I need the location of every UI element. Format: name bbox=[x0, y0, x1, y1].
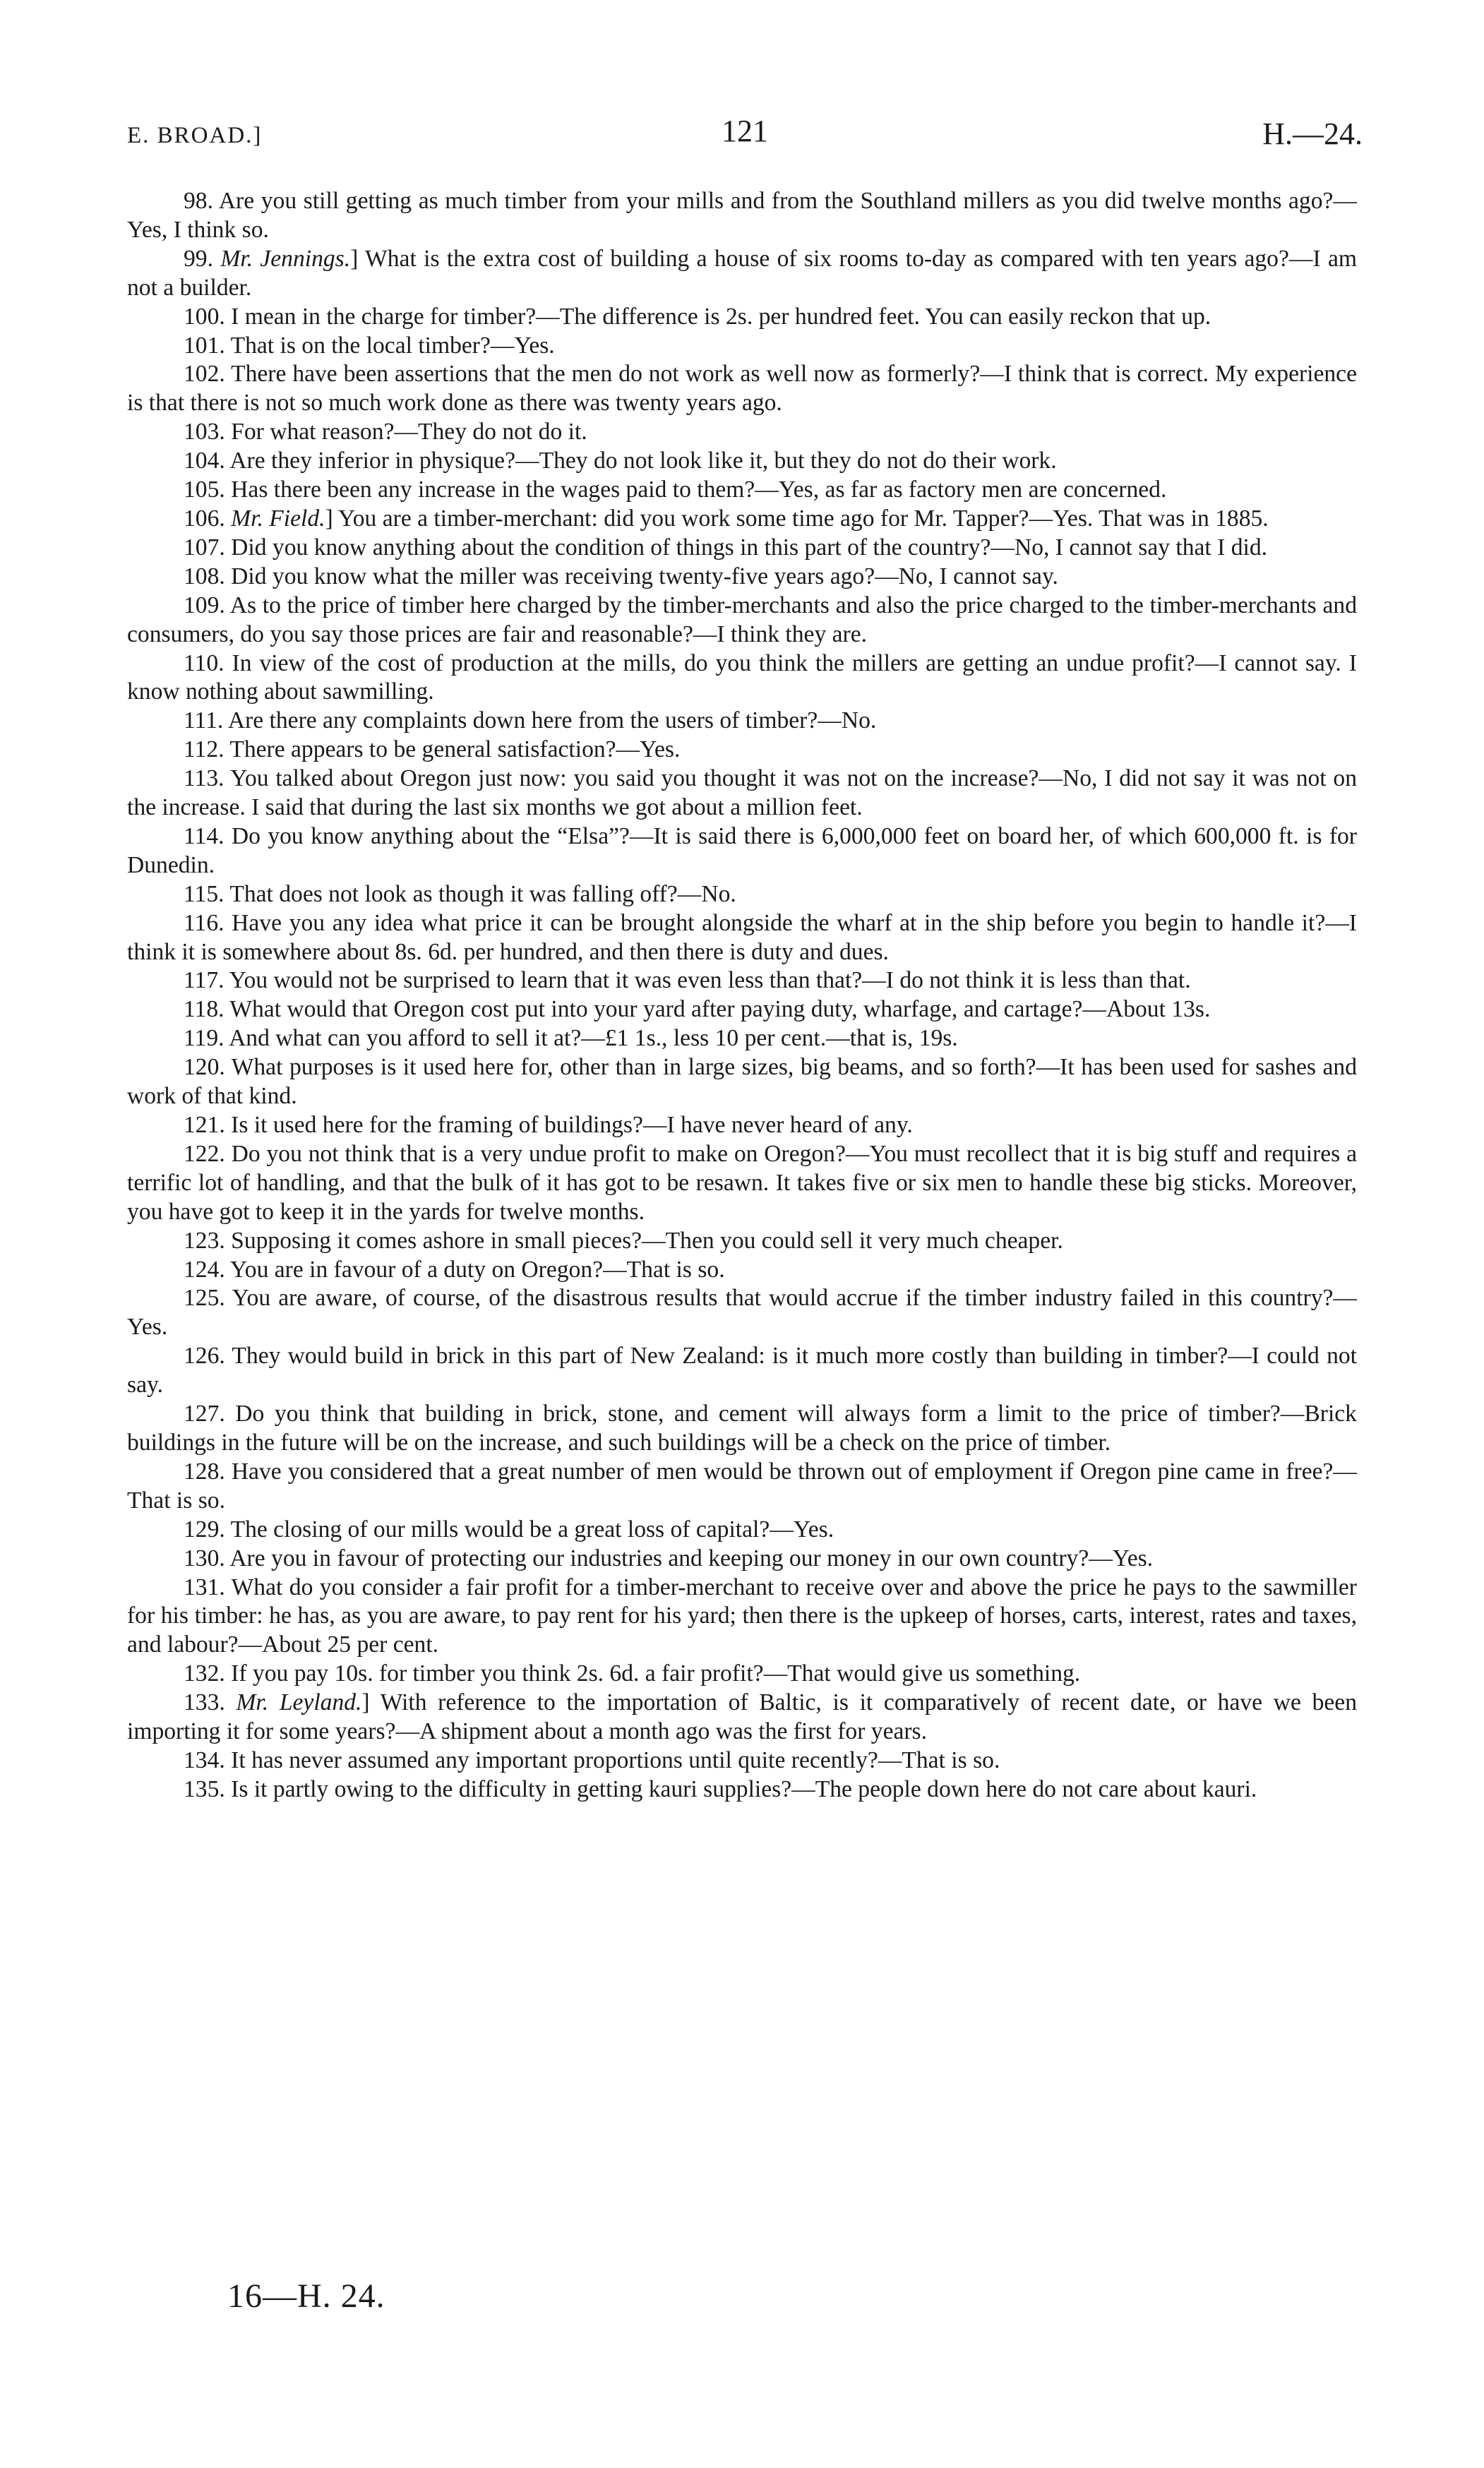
qa-paragraph bbox=[127, 303, 1357, 332]
question-number: 120. bbox=[184, 1054, 225, 1081]
question-number: 102. bbox=[184, 361, 225, 388]
question-number: 125. bbox=[184, 1285, 225, 1312]
question-number: 118. bbox=[184, 996, 225, 1023]
qa-paragraph bbox=[127, 1284, 1357, 1342]
question-answer-text: There have been assertions that the men do not work as well now as formerly?—I think that is correct. My experience is that there is not so much work done as there was twenty years ago. bbox=[127, 361, 1357, 417]
question-number: 108. bbox=[184, 563, 225, 589]
questioner-name: Mr. Jennings. bbox=[220, 245, 351, 272]
question-answer-text: Has there been any increase in the wages paid to them?—Yes, as far as factory men are concerned. bbox=[231, 477, 1167, 503]
qa-paragraph bbox=[127, 360, 1357, 418]
question-number: 128. bbox=[184, 1458, 225, 1485]
qa-paragraph bbox=[127, 1400, 1357, 1458]
question-number: 106. bbox=[184, 505, 225, 532]
question-number: 130. bbox=[184, 1545, 225, 1571]
question-answer-text: In view of the cost of production at the mills, do you think the millers are getting an undue profit?—I cannot say. I know nothing about sawmilling. bbox=[127, 649, 1357, 705]
question-answer-text: You are in favour of a duty on Oregon?—That is so. bbox=[229, 1256, 725, 1283]
qa-paragraph bbox=[127, 505, 1357, 534]
question-number: 117. bbox=[184, 967, 225, 994]
qa-paragraph bbox=[127, 880, 1357, 909]
question-number: 100. bbox=[184, 303, 225, 330]
qa-paragraph bbox=[127, 1227, 1357, 1256]
question-number: 115. bbox=[184, 880, 225, 907]
qa-paragraph bbox=[127, 476, 1357, 505]
question-number: 110. bbox=[184, 649, 225, 676]
page-header bbox=[127, 106, 1363, 162]
qa-paragraph bbox=[127, 563, 1357, 592]
question-number: 103. bbox=[184, 419, 225, 445]
question-number: 107. bbox=[184, 534, 225, 561]
qa-paragraph bbox=[127, 765, 1357, 822]
qa-paragraph bbox=[127, 1516, 1357, 1545]
qa-paragraph bbox=[127, 995, 1357, 1024]
question-number: 121. bbox=[184, 1112, 225, 1138]
question-number: 133. bbox=[184, 1689, 225, 1716]
qa-paragraph bbox=[127, 1256, 1357, 1285]
question-answer-text: Is it partly owing to the difficulty in getting kauri supplies?—The people down here do not care about kauri. bbox=[231, 1775, 1257, 1802]
question-answer-text: They would build in brick in this part of New Zealand: is it much more costly than building in timber?—I could not say. bbox=[127, 1343, 1357, 1398]
qa-paragraph bbox=[127, 592, 1357, 649]
question-answer-text: Did you know what the miller was receiving twenty-five years ago?—No, I cannot say. bbox=[231, 563, 1058, 589]
question-answer-text: For what reason?—They do not do it. bbox=[231, 419, 587, 445]
question-answer-text: You would not be surprised to learn that it was even less than that?—I do not think it is less than that. bbox=[229, 967, 1191, 994]
qa-paragraph bbox=[127, 1053, 1357, 1111]
qa-paragraph bbox=[127, 1689, 1357, 1747]
qa-paragraph bbox=[127, 707, 1357, 736]
question-answer-text: ] You are a timber-merchant: did you work some time ago for Mr. Tapper?—Yes. That was in 1885. bbox=[325, 505, 1269, 532]
question-answer-text: Are there any complaints down here from the users of timber?—No. bbox=[227, 707, 877, 734]
report-reference: H.—24. bbox=[1262, 116, 1363, 151]
question-answer-text: Do you not think that is a very undue profit to make on Oregon?—You must recollect that it is big stuff and requires a terrific lot of handling, and that the bulk of it has got to be resawn. It takes five or six men to handle these big sticks. Moreover, you have got to keep it in the yards for twelve months. bbox=[127, 1140, 1357, 1225]
question-answer-text: What would that Oregon cost put into your yard after paying duty, wharfage, and cartage?—About 13s. bbox=[229, 996, 1211, 1023]
question-answer-text: Did you know anything about the condition of things in this part of the country?—No, I cannot say that I did. bbox=[231, 534, 1268, 561]
qa-paragraph bbox=[127, 736, 1357, 765]
question-answer-text: Do you think that building in brick, stone, and cement will always form a limit to the price of timber?—Brick buildings in the future will be on the increase, and such buildings will be a check on the price of timber. bbox=[127, 1401, 1357, 1456]
question-number: 111. bbox=[184, 707, 224, 734]
question-number: 124. bbox=[184, 1256, 225, 1283]
question-answer-text: Are you still getting as much timber from your mills and from the Southland millers as you did twelve months ago?—Yes, I think so. bbox=[127, 188, 1357, 243]
qa-paragraph bbox=[127, 822, 1357, 880]
question-number: 104. bbox=[184, 448, 225, 474]
question-number: 127. bbox=[184, 1401, 225, 1427]
question-answer-text: Have you any idea what price it can be brought alongside the wharf at in the ship before you begin to handle it?—I think it is somewhere about 8s. 6d. per hundred, and then there is duty and dues. bbox=[127, 909, 1357, 965]
question-answer-text: It has never assumed any important proportions until quite recently?—That is so. bbox=[231, 1747, 1000, 1773]
question-number: 99. bbox=[184, 245, 213, 272]
qa-paragraph bbox=[127, 1574, 1357, 1660]
question-answer-text: What purposes is it used here for, other than in large sizes, big beams, and so forth?—It has been used for sashes and work of that kind. bbox=[127, 1054, 1357, 1110]
question-number: 122. bbox=[184, 1140, 225, 1167]
question-answer-text: You talked about Oregon just now: you said you thought it was not on the increase?—No, I did not say it was not on the increase. I said that during the last six months we got about a million feet. bbox=[127, 765, 1357, 821]
question-answer-text: That is on the local timber?—Yes. bbox=[230, 332, 555, 359]
question-answer-text: Are they inferior in physique?—They do not look like it, but they do not do their work. bbox=[229, 448, 1057, 474]
question-number: 129. bbox=[184, 1516, 225, 1542]
qa-paragraph bbox=[127, 966, 1357, 995]
question-answer-text: Do you know anything about the “Elsa”?—It is said there is 6,000,000 feet on board her, of which 600,000 ft. is for Dunedin. bbox=[127, 822, 1357, 878]
qa-paragraph bbox=[127, 245, 1357, 303]
question-number: 114. bbox=[184, 822, 225, 849]
question-answer-text: Is it used here for the framing of buildings?—I have never heard of any. bbox=[231, 1112, 913, 1138]
question-answer-text: Are you in favour of protecting our industries and keeping our money in our own country?—Yes. bbox=[229, 1545, 1154, 1571]
evidence-transcript bbox=[127, 187, 1357, 1804]
qa-paragraph bbox=[127, 447, 1357, 476]
question-answer-text: ] With reference to the importation of Baltic, is it comparatively of recent date, or have we been importing it for some years?—A shipment about a month ago was the first for years. bbox=[127, 1689, 1357, 1745]
question-answer-text: As to the price of timber here charged by the timber-merchants and also the price charged to the timber-merchants and consumers, do you say those prices are fair and reasonable?—I think they are. bbox=[127, 592, 1357, 647]
qa-paragraph bbox=[127, 187, 1357, 245]
question-answer-text: Supposing it comes ashore in small pieces?—Then you could sell it very much cheaper. bbox=[231, 1227, 1063, 1254]
question-answer-text: What do you consider a fair profit for a timber-merchant to receive over and above the price he pays to the sawmiller for his timber: he has, as you are aware, to pay rent for his yard; then there is the upkeep of horses, carts, interest, rates and taxes, and labour?—About 25 per cent. bbox=[127, 1574, 1357, 1658]
question-number: 134. bbox=[184, 1747, 225, 1773]
qa-paragraph bbox=[127, 534, 1357, 563]
question-number: 101. bbox=[184, 332, 225, 359]
qa-paragraph bbox=[127, 1111, 1357, 1140]
qa-paragraph bbox=[127, 649, 1357, 707]
page-number: 121 bbox=[722, 114, 768, 148]
question-number: 98. bbox=[184, 188, 213, 214]
qa-paragraph bbox=[127, 1024, 1357, 1053]
question-number: 126. bbox=[184, 1343, 225, 1370]
qa-paragraph bbox=[127, 1140, 1357, 1227]
qa-paragraph bbox=[127, 332, 1357, 361]
question-answer-text: ] What is the extra cost of building a house of six rooms to-day as compared with ten years ago?—I am not a builder. bbox=[127, 245, 1357, 301]
qa-paragraph bbox=[127, 909, 1357, 967]
qa-paragraph bbox=[127, 1458, 1357, 1516]
question-number: 116. bbox=[184, 909, 225, 936]
question-number: 132. bbox=[184, 1660, 225, 1687]
question-answer-text: Have you considered that a great number of men would be thrown out of employment if Oregon pine came in free?—That is so. bbox=[127, 1458, 1357, 1514]
question-answer-text: The closing of our mills would be a great loss of capital?—Yes. bbox=[230, 1516, 834, 1542]
qa-paragraph bbox=[127, 1660, 1357, 1689]
question-number: 105. bbox=[184, 477, 225, 503]
question-answer-text: If you pay 10s. for timber you think 2s. 6d. a fair profit?—That would give us something. bbox=[231, 1660, 1081, 1687]
questioner-name: Mr. Field. bbox=[231, 505, 325, 532]
qa-paragraph bbox=[127, 1342, 1357, 1400]
qa-paragraph bbox=[127, 1545, 1357, 1574]
question-answer-text: And what can you afford to sell it at?—£1 1s., less 10 per cent.—that is, 19s. bbox=[229, 1025, 958, 1052]
qa-paragraph bbox=[127, 1775, 1357, 1804]
question-number: 109. bbox=[184, 592, 225, 618]
witness-name: E. BROAD.] bbox=[127, 123, 263, 148]
qa-paragraph bbox=[127, 418, 1357, 447]
question-number: 113. bbox=[184, 765, 225, 792]
question-answer-text: I mean in the charge for timber?—The difference is 2s. per hundred feet. You can easily reckon that up. bbox=[231, 303, 1211, 330]
printer-signature: 16—H. 24. bbox=[227, 2277, 385, 2315]
question-number: 135. bbox=[184, 1775, 225, 1802]
question-number: 112. bbox=[184, 736, 225, 763]
question-answer-text: That does not look as though it was falling off?—No. bbox=[229, 880, 736, 907]
question-number: 131. bbox=[184, 1574, 225, 1600]
question-number: 119. bbox=[184, 1025, 225, 1052]
question-number: 123. bbox=[184, 1227, 225, 1254]
qa-paragraph bbox=[127, 1747, 1357, 1775]
question-answer-text: You are aware, of course, of the disastrous results that would accrue if the timber industry failed in this country?—Yes. bbox=[127, 1285, 1357, 1341]
questioner-name: Mr. Leyland. bbox=[236, 1689, 362, 1716]
question-answer-text: There appears to be general satisfaction?—Yes. bbox=[229, 736, 681, 763]
